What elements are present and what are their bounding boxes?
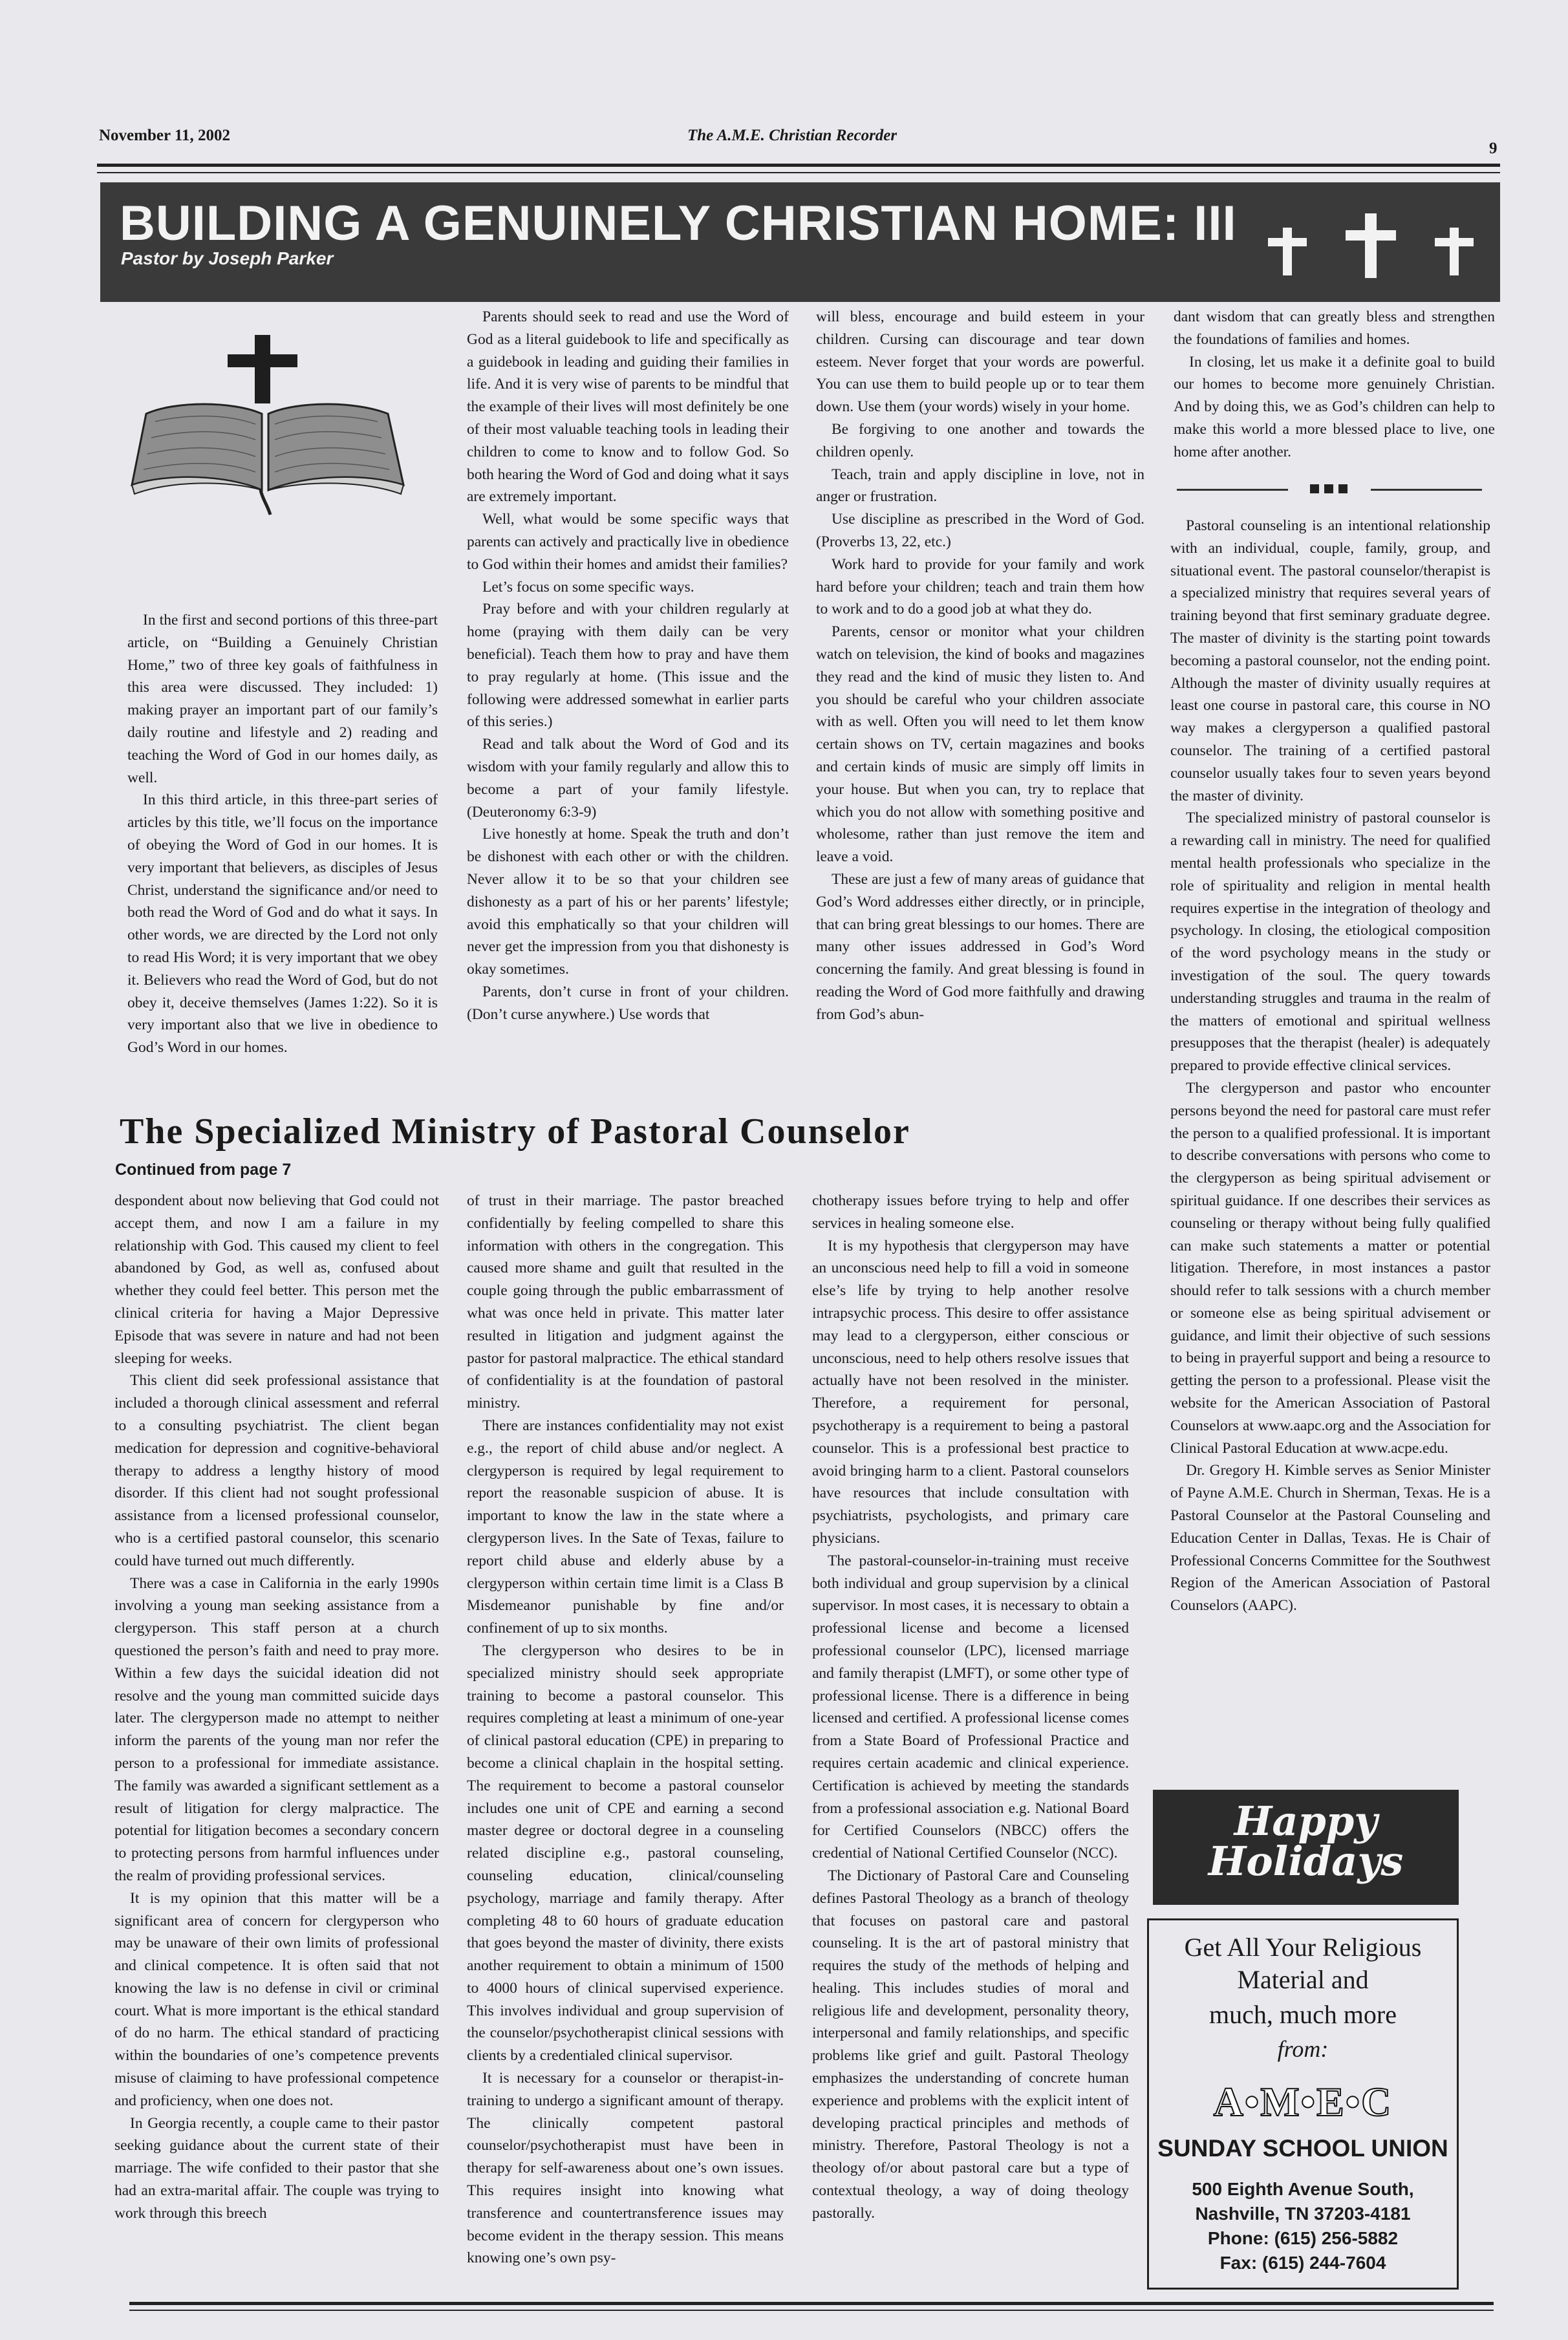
article1-column-3 (816, 306, 1144, 1026)
paragraph: In Georgia recently, a couple came to their pastor seeking guidance about the current state of their marriage. The wife confided to their pastor that she had an extra-marital affair. The couple was trying to work through this breech (114, 2114, 439, 2222)
paragraph: There are instances confidentiality may not exist e.g., the report of child abuse and/or neglect. A clergyperson is required by legal requirement to report the reasonable suspicion of abuse. It is important to know the law in the state where a clergyperson lives. In the Sate of Texas, failure to report child abuse and elderly abuse by a clergyperson within certain time limit is a Class B Misdemeanor punishable by fine and/or confinement of up to six months. (467, 1417, 784, 1637)
paragraph: Dr. Gregory H. Kimble serves as Senior Minister of Payne A.M.E. Church in Sherman, Texas. He is a Pastoral Counselor at the Pastoral Counseling and Education Center in Dallas, Texas. He is Chair of Professional Concerns Committee for the Southwest Region of the American Association of Pastoral Counselors (AAPC). (1170, 1462, 1490, 1615)
article2-column-1 (114, 1190, 439, 2225)
paragraph: The clergyperson and pastor who encounter persons beyond the need for pastoral care must refer the person to a qualified professional. It is important to describe conversations with persons who come to the clergyperson as being spiritual advisement or spiritual guidance. If one describes their services as counseling or therapy without being fully qualified can make such statements a matter or potential litigation. Therefore, in most instances a pastor should refer to talk sessions with a church member or someone else as being spiritual advisement or guidance, and limit their objective of such sessions to being in prayerful support and being a resource to getting the person to a professional. Please visit the website for the American Association of Pastoral Counselors at www.aapc.org and the Association for Clinical Pastoral Education at www.acpe.edu. (1170, 1079, 1490, 1457)
happy-holidays-box (1153, 1790, 1459, 1905)
paragraph: Read and talk about the Word of God and its wisdom with your family regularly and allow this to become a part of your family lifestyle. (Deuteronomy 6:3-9) (467, 736, 789, 821)
ad-phone: Phone: (615) 256-5882 (1207, 2228, 1399, 2248)
continued-from-label: Continued from page 7 (115, 1161, 292, 1179)
article2-column-3 (812, 1190, 1129, 2225)
article1-column-1 (127, 609, 438, 1059)
header-rule (97, 164, 1500, 167)
article2-column-4 (1170, 515, 1490, 1617)
paragraph: The Dictionary of Pastoral Care and Counseling defines Pastoral Theology as a branch of theology that focuses on pastoral care and pastoral counseling. It is the art of pastoral ministry that requires the study of the methods of helping and healing. This includes studies of moral and religious life and development, personality theory, interpersonal and family relationships, and specific problems like grief and guilt. Pastoral Theology emphasizes the understanding of concrete human experience and problems with the explicit intent of developing practical principles and methods of ministry. Therefore, Pastoral Theology is not a theology of/or about pastoral care but a type of contextual theology, a way of doing theology pastorally. (812, 1867, 1129, 2222)
ad-line-3: much, much more (1209, 2000, 1397, 2029)
article2-title: The Specialized Ministry of Pastoral Counselor (120, 1111, 910, 1152)
paragraph: Teach, train and apply discipline in love, not in anger or frustration. (816, 466, 1144, 506)
paragraph: Parents, censor or monitor what your children watch on television, the kind of books and magazines they read and the kind of music they listen to. And you should be careful who your children associate with as well. Often you will need to let them know certain shows on TV, certain magazines and books and certain kinds of music are simply off limits in your house. But when you can, try to replace that which you do not allow with something positive and wholesome, rather than just remove the item and leave a void. (816, 623, 1144, 866)
separator-dots-icon (1310, 484, 1349, 495)
article-byline: Pastor by Joseph Parker (121, 248, 334, 268)
happy-line: Happy (1234, 1798, 1378, 1845)
paragraph: The pastoral-counselor-in-training must receive both individual and group supervision by a clinical supervisor. In most cases, it is necessary to obtain a professional license and become a licensed professional counselor (LPC), licensed marriage and family therapist (LMFT), or some other type of professional license. There is a difference in being licensed and certified. A professional license comes from a State Board of Professional Practice and requires certain academic and clinical experience. Certification is achieved by meeting the standards from a professional association e.g. National Board for Certified Counselors (NBCC) offers the credential of National Certified Counselor (NCC). (812, 1552, 1129, 1862)
paragraph: In closing, let us make it a definite goal to build our homes to become more genuinely Christian. And by doing this, we as God’s children can help to make this world a more blessed place to live, one home after another. (1174, 353, 1495, 460)
paragraph: Work hard to provide for your family and work hard before your children; teach and train them how to work and to do a good job at what they do. (816, 555, 1144, 618)
ad-fax: Fax: (615) 244-7604 (1219, 2253, 1386, 2273)
article2-column-2 (467, 1190, 784, 2270)
paragraph: This client did seek professional assistance that included a thorough clinical assessment and referral to a consulting psychiatrist. The client began medication for depression and cognitive-behavioral therapy to address a lengthy history of mood disorder. If this client had not sought professional assistance from a licensed professional counselor, who is a certified pastoral counselor, this scenario could have turned out much differently. (114, 1372, 439, 1569)
paragraph: The clergyperson who desires to be in specialized ministry should seek appropriate training to become a pastoral counselor. This requires completing at least a minimum of one-year of clinical pastoral education (CPE) in preparing to become a clinical chaplain in the hospital setting. The requirement to become a pastoral counselor includes one unit of CPE and earning a second master degree or doctoral degree in a counseling related discipline e.g., pastoral counseling, counseling education, clinical/counseling psychology, marriage and family therapy. After completing 48 to 60 hours of graduate education that goes beyond the master of divinity, there exists another requirement to obtain a minimum of 1500 to 4000 hours of clinical supervised experience. This involves individual and group supervision of the counselor/psychotherapist clinical sessions with clients by a credentialed clinical supervisor. (467, 1642, 784, 2065)
article1-column-2 (467, 306, 789, 1026)
paragraph: despondent about now believing that God could not accept them, and now I am a failure in my relationship with God. This caused my client to feel abandoned by God, as well as, confused about whether they could feel better. This person met the clinical criteria for having a Major Depressive Episode that was severe in nature and had not been sleeping for weeks. (114, 1192, 439, 1367)
article-title: BUILDING A GENUINELY CHRISTIAN HOME: III (120, 196, 1237, 251)
ad-address-1: 500 Eighth Avenue South, (1192, 2179, 1414, 2199)
footer-rule (129, 2302, 1494, 2305)
paragraph: It is my opinion that this matter will be a significant area of concern for clergyperson who may be unaware of their own limits of professional and clinical competence. It is often said that not knowing the law is no defense in civil or criminal court. What is more important is the ethical standard of do no harm. The ethical standard of practicing within the boundaries of one’s competence prevents misuse of claiming to have professional competence and proficiency, when one does not. (114, 1889, 439, 2109)
header-rule-thin (97, 172, 1500, 173)
happy-holidays-text (1153, 1798, 1459, 1885)
paragraph: Let’s focus on some specific ways. (482, 578, 694, 596)
paragraph: The specialized ministry of pastoral counselor is a rewarding call in ministry. The need for qualified mental health professionals who specialize in the role of spirituality and religion in mental health requires expertise in the integration of theology and psychology. In closing, the etiological composition of the word psychology means in the study or investigation of the soul. The query towards understanding struggles and trauma in the realm of the matters of emotional and spiritual wellness presupposes that the therapist (healer) is adequately prepared to provide effective clinical services. (1170, 810, 1490, 1075)
paragraph: In this third article, in this three-part series of articles by this title, we’ll focus on the importance of obeying the Word of God in our homes. It is very important that believers, as disciples of Jesus Christ, understand the significance and/or need to both read the Word of God and do what it says. In other words, we are directed by the Lord not only to read His Word; it is very important that we obey it. Believers who read the Word of God, but do not obey it, deceive themselves (James 1:22). So it is very important also that we live in obedience to God’s Word in our homes. (127, 791, 438, 1057)
paragraph: There was a case in California in the early 1990s involving a young man seeking assistance from a clergyperson. This staff person at a church questioned the person’s faith and need to pray more. Within a few days the suicidal ideation did not resolve and the young man committed suicide days later. The clergyperson made no attempt to neither inform the parents of the young man nor refer the person to a professional for immediate assistance. The family was awarded a significant settlement as a result of litigation for clergy malpractice. The potential for litigation becomes a secondary concern to protecting persons from harmful influences under the realm of providing professional services. (114, 1574, 439, 1884)
paragraph: dant wisdom that can greatly bless and strengthen the foundations of families and homes. (1174, 308, 1495, 348)
paragraph: chotherapy issues before trying to help and offer services in healing someone else. (812, 1192, 1129, 1232)
paragraph: Pray before and with your children regularly at home (praying with them daily can be very beneficial). Teach them how to pray and have them to pray regularly at home. (This issue and the following were addressed somewhat in earlier parts of this series.) (467, 601, 789, 731)
paragraph: These are just a few of many areas of guidance that God’s Word addresses either directly, or in principle, that can bring great blessings to our homes. There are many other issues addressed in God’s Word concerning the family. And great blessing is found in reading the Word of God more faithfully and drawing from God’s abun- (816, 870, 1144, 1023)
issue-date: November 11, 2002 (99, 127, 230, 144)
paragraph: Pastoral counseling is an intentional relationship with an individual, couple, family, group, and situational event. The pastoral counselor/therapist is a specialized ministry that requires several years of training beyond that first seminary graduate degree. The master of divinity is the starting point towards becoming a pastoral counselor, not the ending point. Although the master of divinity usually requires at least one course in pastoral care, this course in NO way makes a clergyperson a qualified pastoral counselor. The training of a certified pastoral counselor usually takes four to seven years beyond the master of divinity. (1170, 517, 1490, 804)
page-number: 9 (1489, 140, 1498, 157)
paragraph: Live honestly at home. Speak the truth and don’t be dishonest with each other or with the children. Never allow it to be so that your children see dishonesty as a part of his or her parents’ lifestyle; avoid this emphatically so that your children will never get the impression from you that dishonesty is okay sometimes. (467, 826, 789, 978)
paragraph: Be forgiving to one another and towards the children openly. (816, 420, 1144, 460)
ad-org-name: SUNDAY SCHOOL UNION (1157, 2135, 1448, 2162)
ad-line-1: Get All Your Religious (1184, 1933, 1422, 1962)
paragraph: It is necessary for a counselor or therapist-in-training to undergo a significant amount of therapy. The clinically competent pastoral counselor/psychotherapist must have been in therapy for self-awareness about one’s own issues. This requires insight into knowing what transference and countertransference issues may become evident in the therapy session. This means knowing one’s own psy- (467, 2070, 784, 2267)
amec-advertisement (1147, 1918, 1459, 2290)
crosses-icon (1251, 208, 1497, 286)
paragraph: Use discipline as prescribed in the Word of God. (Proverbs 13, 22, etc.) (816, 511, 1144, 550)
paragraph: In the first and second portions of this three-part article, on “Building a Genuinely Christian Home,” two of three key goals of faithfulness in this area were discussed. They included: 1) making prayer an important part of our family’s daily routine and lifestyle and 2) reading and teaching the Word of God in our homes daily, as well. (127, 612, 438, 786)
ad-line-2: Material and (1237, 1965, 1369, 1994)
ad-from: from: (1277, 2036, 1329, 2062)
publication-name: The A.M.E. Christian Recorder (687, 127, 897, 144)
holidays-line: Holidays (1208, 1838, 1404, 1885)
separator-line-right (1371, 489, 1482, 491)
article1-column-4 (1174, 306, 1495, 464)
paragraph: It is my hypothesis that clergyperson may have an unconscious need help to fill a void in someone else’s life by trying to help another resolve intrapsychic process. This desire to offer assistance may lead to a clergyperson, either conscious or unconscious, need to help others resolve issues that actually have not been resolved in the minister. Therefore, a requirement for personal, psychotherapy is a requirement to being a pastoral counselor. This is a professional best practice to avoid bringing harm to a client. Pastoral counselors have resources that include consultation with psychiatrists, psychologists, and primary care physicians. (812, 1237, 1129, 1547)
paragraph: of trust in their marriage. The pastor breached confidentially by feeling compelled to share this information with others in the congregation. This caused more shame and guilt that resulted in the couple going through the public embarrassment of what was once held in private. This matter later resulted in litigation and judgment against the pastor for pastoral malpractice. The ethical standard of confidentiality is at the foundation of pastoral ministry. (467, 1192, 784, 1412)
amec-logo: A•M•E•C (1213, 2079, 1393, 2125)
paragraph: Parents, don’t curse in front of your children. (Don’t curse anywhere.) Use words that (467, 983, 789, 1023)
article-banner (100, 182, 1500, 302)
open-bible-cross-icon (129, 331, 407, 519)
paragraph: Well, what would be some specific ways that parents can actively and practically live in obedience to God within their homes and amidst their families? (467, 511, 789, 573)
footer-rule-thin (129, 2310, 1494, 2311)
paragraph: Parents should seek to read and use the Word of God as a literal guidebook to life and specifically as a guidebook in leading and guiding their families in life. And it is very wise of parents to be mindful that the example of their lives will most definitely be one of their most valuable teaching tools in leading their children to come to know and to follow God. So both hearing the Word of God and doing what it says are extremely important. (467, 308, 789, 506)
separator-line-left (1177, 489, 1288, 491)
paragraph: will bless, encourage and build esteem in your children. Cursing can discourage and tear down esteem. Never forget that your words are powerful. You can use them to build people up or to tear them down. Use them (your words) wisely in your home. (816, 308, 1144, 416)
ad-address-2: Nashville, TN 37203-4181 (1195, 2204, 1411, 2224)
